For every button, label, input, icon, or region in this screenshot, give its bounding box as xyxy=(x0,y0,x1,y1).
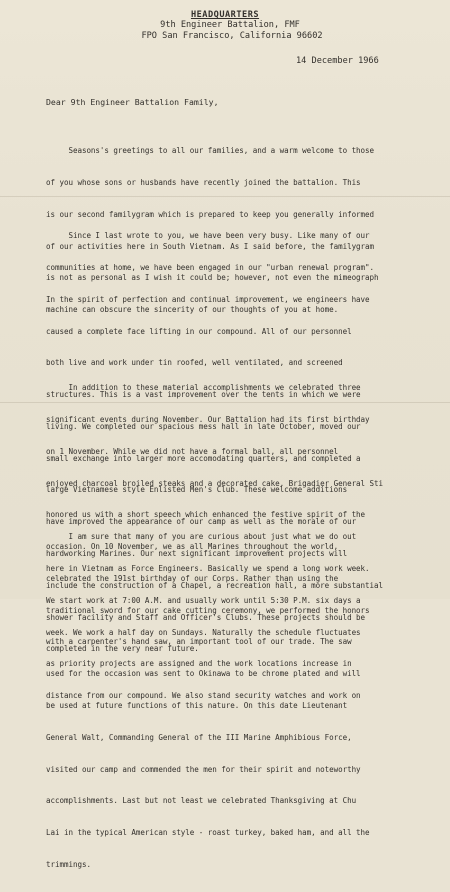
text-line: traditional sword for our cake cutting ceremony, we performed the honors xyxy=(46,605,370,615)
text-line: have improved the appearance of our camp as well as the morale of our xyxy=(46,517,357,527)
text-line: occasion. On 10 November, we as all Marines throughout the world, xyxy=(46,542,339,552)
text-line: as priority projects are assigned and the work locations increase in xyxy=(46,659,352,669)
text-line: be used at future functions of this nature. On this date Lieutenant xyxy=(46,701,348,710)
text-line: completed in the very near future. xyxy=(46,644,199,654)
text-line: In addition to these material accomplishments we celebrated three xyxy=(46,383,361,393)
letter-date: 14 December 1966 xyxy=(296,56,379,66)
text-line: include the construction of a Chapel, a recreation hall, a more substantial xyxy=(46,580,384,590)
salutation: Dear 9th Engineer Battalion Family, xyxy=(46,97,219,107)
text-line: celebrated the 191st birthday of our Corps. Rather than using the xyxy=(46,573,339,583)
text-line: distance from our compound. We also stand security watches and work on xyxy=(46,691,361,701)
text-line: accomplishments. Last but not least we celebrated Thanksgiving at Chu xyxy=(46,796,357,806)
text-line: here in Vietnam as Force Engineers. Basically we spend a long work week. xyxy=(46,563,370,573)
text-line: Lai in the typical American style - roast turkey, baked ham, and all the xyxy=(46,828,370,838)
text-line: machine can obscure the sincerity of our thoughts of you at home. xyxy=(46,305,339,315)
letterhead xyxy=(0,10,450,41)
text-line: small exchange into larger more accomodating quarters, and completed a xyxy=(46,453,361,463)
letterhead-address: FPO San Francisco, California 96602 xyxy=(141,30,323,41)
text-line: used for the occasion was sent to Okinawa to be chrome plated and will xyxy=(46,669,361,679)
text-line: of our activities here in South Vietnam. As I said before, the familygram xyxy=(46,241,375,251)
letterhead-title: HEADQUARTERS xyxy=(190,10,260,20)
text-line: of you whose sons or husbands have recently joined the battalion. This xyxy=(46,177,361,187)
paragraph-4 xyxy=(46,511,446,723)
text-line: is not as personal as I wish it could be; however, not even the mimeograph xyxy=(46,273,379,283)
text-line: visited our camp and commended the men for their spirit and noteworthy xyxy=(46,764,361,774)
text-line: trimmings. xyxy=(46,859,91,869)
text-line: Seasons's greetings to all our families, and a warm welcome to those xyxy=(46,146,375,156)
letterhead-unit: 9th Engineer Battalion, FMF xyxy=(160,20,300,31)
text-line: on 1 November. While we did not have a formal ball, all personnel xyxy=(46,446,339,456)
text-line: General Walt, Commanding General of the III Marine Amphibious Force, xyxy=(46,732,352,742)
text-line: Since I last wrote to you, we have been very busy. Like many of our xyxy=(46,231,370,241)
text-line: communities at home, we have been engaged in our "urban renewal program". xyxy=(46,262,375,272)
text-line: We start work at 7:00 A.M. and usually work until 5:30 P.M. six days a xyxy=(46,595,361,605)
text-line: week. We work a half day on Sundays. Naturally the schedule fluctuates xyxy=(46,627,361,637)
text-line: is our second familygram which is prepared to keep you generally informed xyxy=(46,209,375,219)
text-line: caused a complete face lifting in our compound. All of our personnel xyxy=(46,326,352,336)
text-line: In the spirit of perfection and continual improvement, we engineers have xyxy=(46,294,370,304)
text-line: both live and work under tin roofed, well ventilated, and screened xyxy=(46,358,343,368)
text-line: hardworking Marines. Our next significant improvement projects will xyxy=(46,549,348,558)
text-line: large Vietnamese style Enlisted Men's Club. These welcome additions xyxy=(46,485,348,495)
text-line: enjoyed charcoal broiled steaks and a decorated cake. Brigadier General Sti xyxy=(46,478,384,488)
text-line: shower facility and Staff and Officer's Clubs. These projects should be xyxy=(46,612,366,622)
text-line: honored us with a short speech which enhanced the festive spirit of the xyxy=(46,510,366,520)
text-line: structures. This is a vast improvement over the tents in which we were xyxy=(46,390,361,400)
text-line: I am sure that many of you are curious about just what we do out xyxy=(46,532,357,542)
text-line: with a carpenter's hand saw, an important tool of our trade. The saw xyxy=(46,637,352,647)
text-line: living. We completed our spacious mess hall in late October, moved our xyxy=(46,421,361,431)
text-line: significant events during November. Our Battalion had its first birthday xyxy=(46,414,370,424)
